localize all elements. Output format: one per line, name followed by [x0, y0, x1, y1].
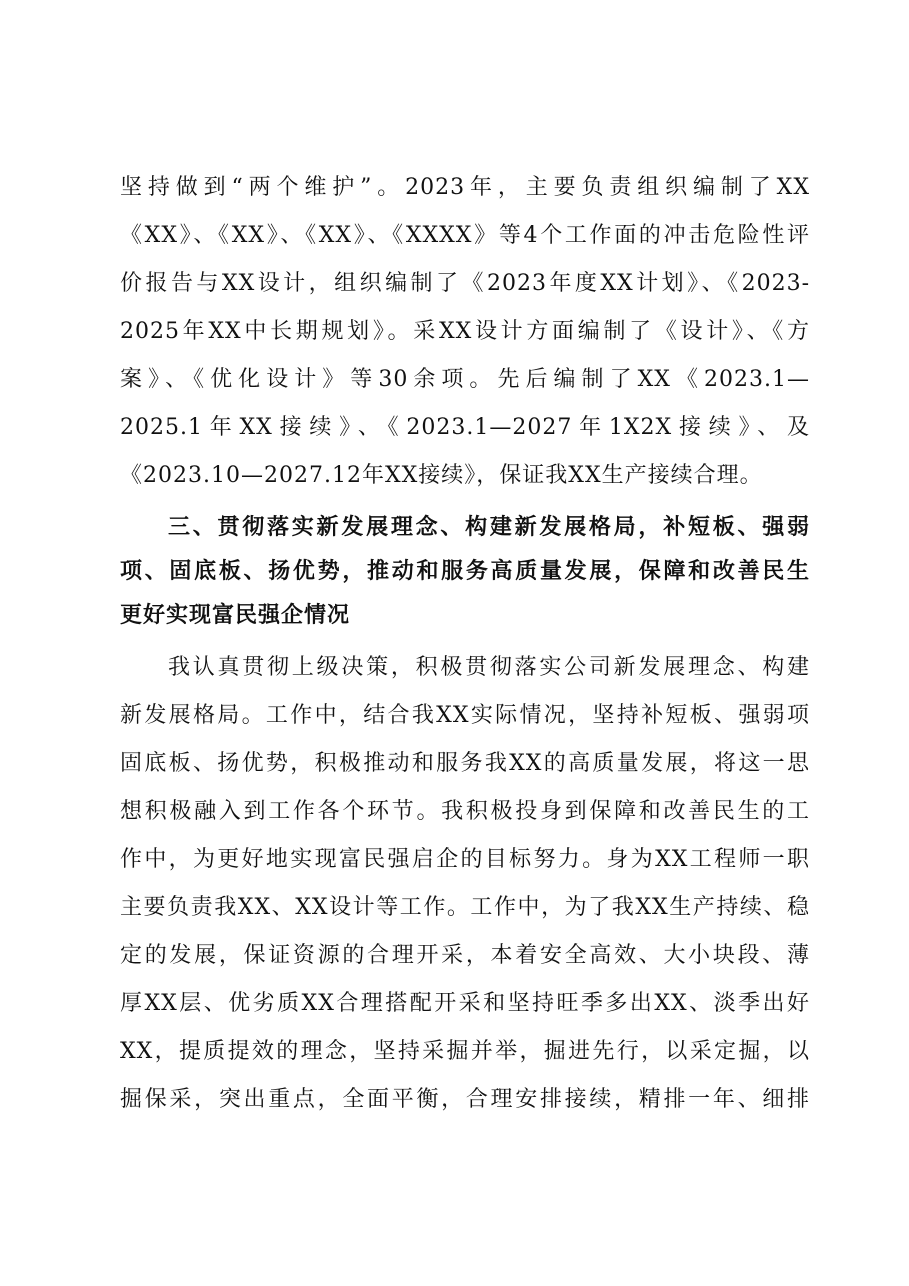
- text-line: 厚XX层、优劣质XX合理搭配开采和坚持旺季多出XX、淡季出好: [120, 991, 810, 1016]
- section-heading-3: [120, 506, 810, 638]
- text-line: 固底板、扬优势，积极推动和服务我XX的高质量发展，将这一思: [120, 751, 810, 776]
- text-line: 作中，为更好地实现富民强启企的目标努力。身为XX工程师一职: [120, 847, 810, 872]
- text-line: 掘保采，突出重点，全面平衡，合理安排接续，精排一年、细排: [120, 1087, 810, 1112]
- text-line: 《2023.10—2027.12年XX接续》，保证我XX生产接续合理。: [120, 463, 763, 488]
- text-line: 想积极融入到工作各个环节。我积极投身到保障和改善民生的工: [120, 799, 810, 824]
- text-line: 2025年XX中长期规划》。采XX设计方面编制了《设计》、《方: [120, 319, 810, 344]
- heading-line: 更好实现富民强企情况: [120, 603, 351, 628]
- text-line: 2025.1年XX接续》、《2023.1—2027年1X2X接续》、及: [120, 415, 810, 440]
- heading-line: 项、固底板、扬优势，推动和服务高质量发展，保障和改善民生: [120, 559, 810, 584]
- paragraph-development: [120, 644, 810, 1124]
- heading-line: 三、贯彻落实新发展理念、构建新发展格局，补短板、强弱: [168, 515, 810, 540]
- text-line: 我认真贯彻上级决策，积极贯彻落实公司新发展理念、构建: [168, 655, 810, 680]
- document-body: [120, 164, 810, 1124]
- text-line: 主要负责我XX、XX设计等工作。工作中，为了我XX生产持续、稳: [120, 895, 810, 920]
- text-line: 价报告与XX设计，组织编制了《2023年度XX计划》、《2023-: [120, 271, 810, 296]
- text-line: 案》、《优化设计》等30余项。先后编制了XX《2023.1—: [120, 367, 810, 392]
- text-line: 新发展格局。工作中，结合我XX实际情况，坚持补短板、强弱项: [120, 703, 810, 728]
- text-line: 《XX》、《XX》、《XX》、《XXXX》等4个工作面的冲击危险性评: [120, 223, 810, 248]
- text-line: XX，提质提效的理念，坚持采掘并举，掘进先行，以采定掘，以: [120, 1039, 810, 1064]
- text-line: 定的发展，保证资源的合理开采，本着安全高效、大小块段、薄: [120, 943, 810, 968]
- paragraph-work-summary: [120, 164, 810, 500]
- text-line: 坚持做到“两个维护”。2023年，主要负责组织编制了XX: [120, 175, 810, 200]
